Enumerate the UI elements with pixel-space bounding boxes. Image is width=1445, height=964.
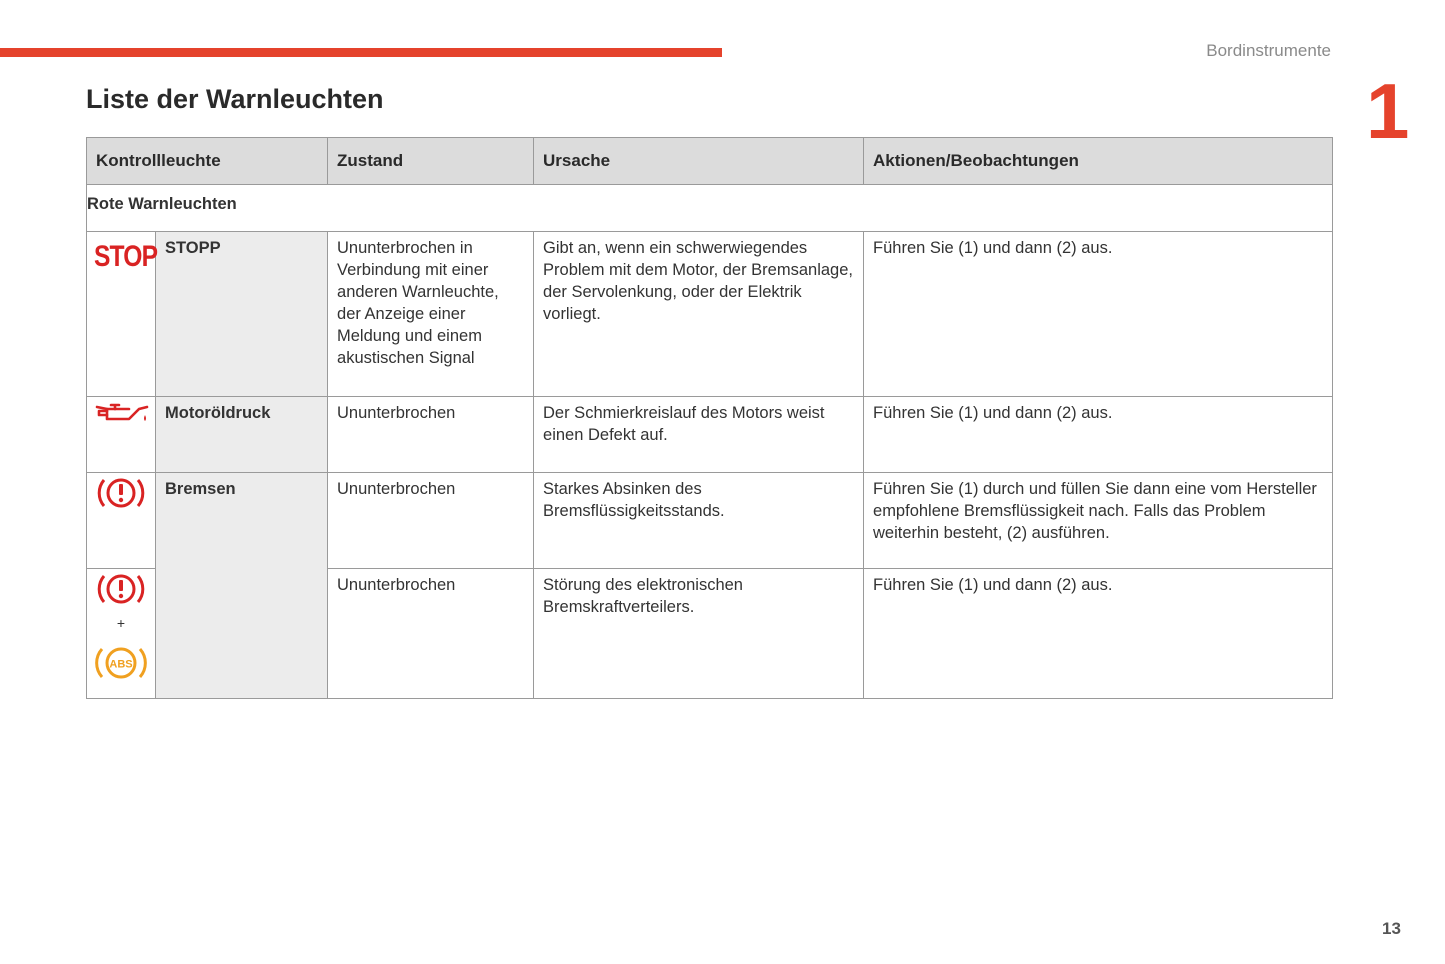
oil-icon-cell — [87, 397, 156, 473]
cause-cell: Starkes Absinken des Bremsflüssigkeitsstands. — [534, 473, 864, 569]
table-row — [87, 473, 1333, 569]
cause-cell: Störung des elektronischen Bremskraftverteilers. — [534, 569, 864, 699]
stop-icon: STOP — [93, 240, 158, 273]
action-cell: Führen Sie (1) durch und füllen Sie dann eine vom Hersteller empfohlene Bremsflüssigkeit nach. Falls das Problem weiterhin besteht, (2) ausführen. — [864, 473, 1333, 569]
brake-warning-icon — [96, 569, 146, 609]
brake-abs-icon-cell — [87, 569, 156, 699]
state-cell: Ununterbrochen in Verbindung mit einer anderen Warnleuchte, der Anzeige einer Meldung und einem akustischen Signal — [328, 232, 534, 397]
cause-cell: Gibt an, wenn ein schwerwiegendes Problem mit dem Motor, der Bremsanlage, der Servolenkung, oder der Elektrik vorliegt. — [534, 232, 864, 397]
column-header-zustand: Zustand — [328, 138, 534, 185]
page-title: Liste der Warnleuchten — [86, 84, 384, 114]
table-row — [87, 397, 1333, 473]
column-header-kontrollleuchte: Kontrollleuchte — [87, 138, 328, 185]
column-header-aktionen: Aktionen/Beobachtungen — [864, 138, 1333, 185]
brake-icon-cell — [87, 473, 156, 569]
light-name: STOPP — [156, 232, 328, 397]
plus-sign: + — [116, 615, 126, 631]
light-name: Motoröldruck — [156, 397, 328, 473]
abs-label: ABS — [109, 658, 133, 671]
state-cell: Ununterbrochen — [328, 473, 534, 569]
action-cell: Führen Sie (1) und dann (2) aus. — [864, 569, 1333, 699]
page-number: 13 — [1382, 919, 1401, 938]
table-row — [87, 232, 1333, 397]
action-cell: Führen Sie (1) und dann (2) aus. — [864, 397, 1333, 473]
action-cell: Führen Sie (1) und dann (2) aus. — [864, 232, 1333, 397]
top-accent-bar — [0, 48, 722, 57]
section-label-rote-warnleuchten: Rote Warnleuchten — [87, 185, 1333, 232]
section-row — [87, 185, 1333, 232]
state-cell: Ununterbrochen — [328, 569, 534, 699]
column-header-ursache: Ursache — [534, 138, 864, 185]
stop-icon-cell — [87, 232, 156, 397]
section-header: Bordinstrumente — [1206, 41, 1331, 60]
abs-icon — [93, 641, 149, 685]
table-header-row — [87, 138, 1333, 185]
chapter-number: 1 — [1366, 67, 1410, 155]
oil-can-icon — [93, 397, 149, 427]
brake-warning-icon — [96, 473, 146, 513]
cause-cell: Der Schmierkreislauf des Motors weist einen Defekt auf. — [534, 397, 864, 473]
light-name: Bremsen — [156, 473, 328, 699]
warning-lights-table — [86, 137, 1333, 699]
state-cell: Ununterbrochen — [328, 397, 534, 473]
